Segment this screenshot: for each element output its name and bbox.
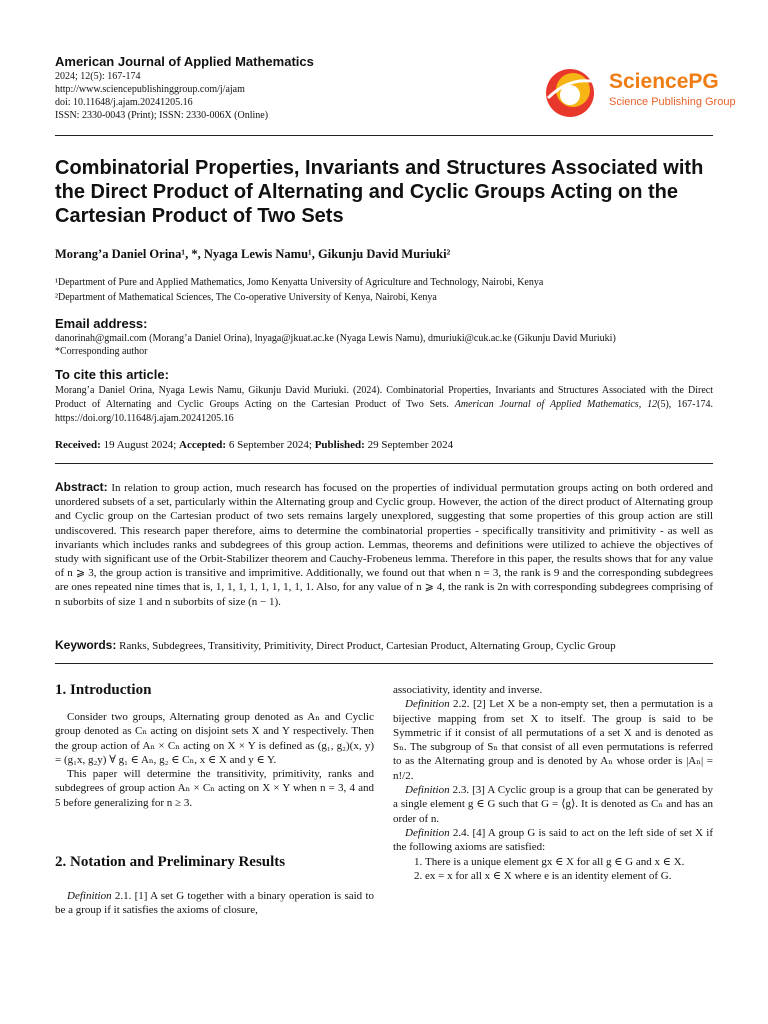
article-title: Combinatorial Properties, Invariants and Structures Associated with the Direct Product of Alternating and Cyclic Groups Acting on the Cartesian Product of Two Sets <box>55 157 704 227</box>
cite-text: Morang’a Daniel Orina, Nyaga Lewis Namu, Gikunju David Muriuki. (2024). Combinatorial Properties, Invariants and Structures Associated with the Direct Product of Alternating and Cyclic Groups Acting on the Cartesian Product of Two Sets. <box>55 385 713 410</box>
axiom-item: 1. There is a unique element gx ∈ X for all g ∈ G and x ∈ X. <box>425 855 713 869</box>
abstract-label: Abstract: <box>55 480 108 494</box>
def21-label: Definition <box>67 890 112 902</box>
affiliation-1: ¹Department of Pure and Applied Mathematics, Jomo Kenyatta University of Agriculture and Technology, Nairobi, Kenya <box>55 277 544 288</box>
journal-volume: 2024; 12(5): 167-174 <box>55 71 141 82</box>
right-col-continuation: associativity, identity and inverse. <box>393 684 543 696</box>
accepted-label: Accepted: <box>179 439 227 451</box>
citation <box>55 384 713 426</box>
definition-2-3 <box>393 783 713 826</box>
article-dates <box>55 439 453 451</box>
def22-num: 2.2. <box>453 698 470 711</box>
keywords-bottom-rule <box>55 663 713 664</box>
def21-num: 2.1. <box>114 890 132 902</box>
right-column <box>393 683 713 883</box>
def22-label: Definition <box>405 698 450 711</box>
def23-label: Definition <box>405 784 450 797</box>
intro-paragraph-1: Consider two groups, Alternating group denoted as Aₙ and Cyclic group denoted as Cₙ acting on disjoint sets X and Y respectively. Then the group action of Aₙ × Cₙ acting on X × Y is defined as (g₁, g₂)(x, y) = (g₁x, g₂y) ∀ g₁ ∈ Aₙ, g₂ ∈ Cₙ, x ∈ X and y ∈ Y. <box>55 711 374 766</box>
journal-issn: ISSN: 2330-0043 (Print); ISSN: 2330-006X (Online) <box>55 110 269 121</box>
journal-name: American Journal of Applied Mathematics <box>55 54 314 69</box>
abstract-top-rule <box>55 463 713 464</box>
affiliation-2: ²Department of Mathematical Sciences, The Co-operative University of Kenya, Nairobi, Kenya <box>55 292 437 303</box>
axiom-list <box>393 855 713 884</box>
journal-doi: doi: 10.11648/j.ajam.20241205.16 <box>55 97 193 108</box>
email-list: danorinah@gmail.com (Morang’a Daniel Orina), lnyaga@jkuat.ac.ke (Nyaga Lewis Namu), dmuriuki@cuk.ac.ke (Gikunju David Muriuki) <box>55 333 616 344</box>
intro-paragraph-2: This paper will determine the transitivity, primitivity, ranks and subdegrees of group action Aₙ × Cₙ acting on X × Y when n = 3, 4 and 5 before generalizing for n ≥ 3. <box>55 768 374 809</box>
intro-heading: 1. Introduction <box>55 682 152 698</box>
def23-text: [3] A Cyclic group is a group that can be generated by a single element g ∈ G such that G = ⟨g⟩. It is denoted as Cₙ and has an order of n. <box>393 784 713 825</box>
logo-brand: SciencePG <box>609 70 719 93</box>
email-heading: Email address: <box>55 316 148 331</box>
header-rule <box>55 135 713 136</box>
intro-body <box>55 710 374 810</box>
logo-subtitle: Science Publishing Group <box>609 96 736 108</box>
received-date: 19 August 2024; <box>103 439 177 451</box>
def23-num: 2.3. <box>452 784 470 797</box>
abstract <box>55 480 713 609</box>
corresponding-note: *Corresponding author <box>55 346 148 357</box>
accepted-date: 6 September 2024; <box>228 439 312 451</box>
def24-num: 2.4. <box>452 826 470 839</box>
received-label: Received: <box>55 439 101 451</box>
cite-journal: American Journal of Applied Mathematics, 12 <box>454 399 658 410</box>
definition-2-4 <box>393 826 713 855</box>
definition-2-1 <box>55 889 374 918</box>
def24-label: Definition <box>405 826 450 839</box>
keywords-label: Keywords: <box>55 638 117 652</box>
journal-url[interactable]: http://www.sciencepublishinggroup.com/j/ajam <box>55 84 245 95</box>
abstract-text: In relation to group action, much research has focused on the properties of individual permutation groups acting on both ordered and unordered subsets of a set, particularly within the Alternating group and Cyclic group. However, the action of the direct product of Alternating group and Cyclic group on the Cartesian product of two sets remains largely unexplored, suggesting that some properties of this group action are still undiscovered. This research paper therefore, aims to determine the combinatorial properties - specifically transitivity and primitivity - as well as invariants which includes ranks and subdegrees of this group action. Lemmas, theorems and definitions were utilized to achieve the objectives of study with significant use of the Orbit-Stabilizer theorem and Cauchy-Frobeneus lemma. Therefore in this paper, the results shows that for any value of n ⩾ 3, the group action is transitive and imprimitive. Additionally, we found out that when n = 3, the rank is 9 and the corresponding subdegrees are ones repeated nine times that is, 1, 1, 1, 1, 1, 1, 1, 1, 1. Also, for any value of n ⩾ 4, the rank is 2n with corresponding subdegrees comprising of n suborbits of size 1 and n suborbits of size (n − 1). <box>55 482 714 608</box>
section2-heading: 2. Notation and Preliminary Results <box>55 854 286 870</box>
published-label: Published: <box>314 439 365 451</box>
axiom-item: 2. ex = x for all x ∈ X where e is an identity element of G. <box>425 869 713 883</box>
cite-tail: (5), 167-174. https://doi.org/10.11648/j.ajam.20241205.16 <box>55 399 714 424</box>
keywords <box>55 638 713 652</box>
keywords-text: Ranks, Subdegrees, Transitivity, Primitivity, Direct Product, Cartesian Product, Alternating Group, Cyclic Group <box>119 640 616 652</box>
published-date: 29 September 2024 <box>367 439 454 451</box>
def21-text: [1] A set G together with a binary operation is said to be a group if it satisfies the axioms of closure, <box>55 890 375 917</box>
definition-2-2 <box>393 697 713 783</box>
sciencepg-logo-icon <box>540 64 604 120</box>
cite-heading: To cite this article: <box>55 367 169 382</box>
def22-text: [2] Let X be a non-empty set, then a permutation is a bijective mapping from set X to itself. The group is said to be Symmetric if it consist of all permutations of a set X and is denoted as Sₙ. The subgroup of Sₙ that consist of all even permutations is referred to as the Alternating group and is denoted by Aₙ whose order is |Aₙ| = n!/2. <box>393 698 714 782</box>
def24-text: [4] A group G is said to act on the left side of set X if the following axioms are satisfied: <box>393 826 713 854</box>
authors: Morang’a Daniel Orina¹, *, Nyaga Lewis Namu¹, Gikunju David Muriuki² <box>55 247 451 261</box>
